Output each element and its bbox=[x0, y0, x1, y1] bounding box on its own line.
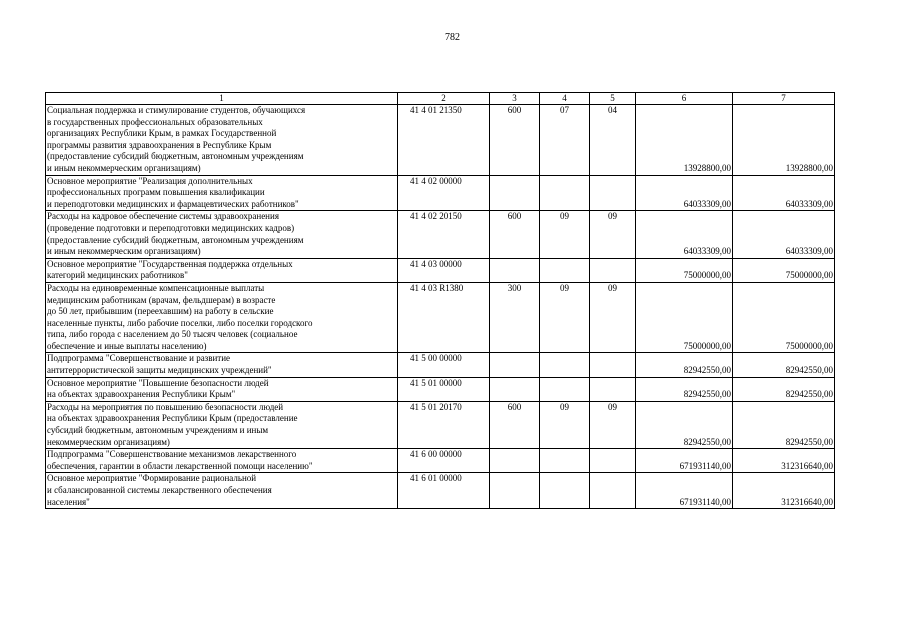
budget-code-cell: 41 4 01 21350 bbox=[398, 105, 490, 176]
item-name-cell bbox=[46, 105, 398, 176]
subsection-cell bbox=[590, 175, 636, 211]
item-name-line: до 50 лет, прибывшим (переехавшим) на работу в сельские bbox=[47, 306, 274, 317]
item-name-line: на объектах здравоохранения Республики Крым" bbox=[47, 389, 236, 400]
amount-col6-cell: 13928800,00 bbox=[636, 105, 733, 176]
amount-col7-cell: 75000000,00 bbox=[733, 282, 835, 353]
budget-table bbox=[45, 92, 835, 509]
table-row bbox=[46, 258, 835, 282]
table-row bbox=[46, 211, 835, 258]
amount-col6-cell: 64033309,00 bbox=[636, 211, 733, 258]
table-row bbox=[46, 449, 835, 473]
item-name-cell bbox=[46, 175, 398, 211]
item-name-cell bbox=[46, 282, 398, 353]
amount-col7-cell: 64033309,00 bbox=[733, 211, 835, 258]
amount-col7-cell: 312316640,00 bbox=[733, 449, 835, 473]
section-cell bbox=[540, 449, 590, 473]
page-number: 782 bbox=[445, 32, 460, 43]
amount-col6-cell: 64033309,00 bbox=[636, 175, 733, 211]
item-name-line: обеспечение и иные выплаты населению) bbox=[47, 340, 207, 351]
table-row bbox=[46, 377, 835, 401]
subsection-cell: 04 bbox=[590, 105, 636, 176]
section-cell: 09 bbox=[540, 211, 590, 258]
item-name-line: Расходы на кадровое обеспечение системы здравоохранения bbox=[47, 211, 279, 222]
item-name-line: профессиональных программ повышения квалификации bbox=[47, 187, 265, 198]
item-name-line: Основное мероприятие "Реализация дополнительных bbox=[47, 175, 253, 186]
amount-col7-cell: 312316640,00 bbox=[733, 473, 835, 509]
section-cell: 09 bbox=[540, 401, 590, 448]
item-name-line: и переподготовки медицинских и фармацевтических работников" bbox=[47, 198, 299, 209]
item-name-line: категорий медицинских работников" bbox=[47, 270, 188, 281]
item-name-line: обеспечения, гарантии в области лекарственной помощи населению" bbox=[47, 460, 313, 471]
section-cell bbox=[540, 377, 590, 401]
budget-code-cell: 41 5 00 00000 bbox=[398, 353, 490, 377]
column-header: 6 bbox=[636, 93, 733, 105]
item-name-line: населения" bbox=[47, 496, 90, 507]
table-row bbox=[46, 175, 835, 211]
column-header: 5 bbox=[590, 93, 636, 105]
amount-col6-cell: 75000000,00 bbox=[636, 258, 733, 282]
amount-col6-cell: 671931140,00 bbox=[636, 473, 733, 509]
table-row bbox=[46, 105, 835, 176]
budget-code-cell: 41 5 01 20170 bbox=[398, 401, 490, 448]
item-name-line: Основное мероприятие "Формирование рациональной bbox=[47, 473, 257, 484]
amount-col7-cell: 82942550,00 bbox=[733, 401, 835, 448]
item-name-line: Расходы на мероприятия по повышению безопасности людей bbox=[47, 401, 284, 412]
table-row bbox=[46, 353, 835, 377]
amount-col6-cell: 82942550,00 bbox=[636, 401, 733, 448]
budget-code-cell: 41 4 02 00000 bbox=[398, 175, 490, 211]
expense-type-cell bbox=[490, 175, 540, 211]
column-header: 1 bbox=[46, 93, 398, 105]
item-name-line: (предоставление субсидий бюджетным, автономным учреждениям bbox=[47, 151, 304, 162]
item-name-line: типа, либо города с населением до 50 тысяч человек (социальное bbox=[47, 329, 298, 340]
item-name-line: Расходы на единовременные компенсационные выплаты bbox=[47, 282, 265, 293]
section-cell bbox=[540, 175, 590, 211]
expense-type-cell bbox=[490, 473, 540, 509]
subsection-cell bbox=[590, 258, 636, 282]
budget-code-cell: 41 5 01 00000 bbox=[398, 377, 490, 401]
item-name-line: программы развития здравоохранения в Республике Крым bbox=[47, 139, 272, 150]
section-cell bbox=[540, 353, 590, 377]
item-name-cell bbox=[46, 258, 398, 282]
table-row bbox=[46, 473, 835, 509]
budget-code-cell: 41 4 03 R1380 bbox=[398, 282, 490, 353]
column-header: 2 bbox=[398, 93, 490, 105]
amount-col6-cell: 82942550,00 bbox=[636, 377, 733, 401]
section-cell: 09 bbox=[540, 282, 590, 353]
subsection-cell bbox=[590, 377, 636, 401]
subsection-cell bbox=[590, 353, 636, 377]
section-cell bbox=[540, 473, 590, 509]
item-name-line: в государственных профессиональных образовательных bbox=[47, 116, 263, 127]
item-name-cell bbox=[46, 473, 398, 509]
subsection-cell bbox=[590, 449, 636, 473]
expense-type-cell: 600 bbox=[490, 401, 540, 448]
table-row bbox=[46, 282, 835, 353]
amount-col6-cell: 82942550,00 bbox=[636, 353, 733, 377]
expense-type-cell: 600 bbox=[490, 105, 540, 176]
expense-type-cell bbox=[490, 449, 540, 473]
item-name-line: антитеррористической защиты медицинских учреждений" bbox=[47, 365, 272, 376]
item-name-cell bbox=[46, 377, 398, 401]
expense-type-cell bbox=[490, 353, 540, 377]
expense-type-cell: 600 bbox=[490, 211, 540, 258]
item-name-line: населенные пункты, либо рабочие поселки, либо поселки городского bbox=[47, 317, 313, 328]
amount-col7-cell: 82942550,00 bbox=[733, 377, 835, 401]
amount-col6-cell: 671931140,00 bbox=[636, 449, 733, 473]
item-name-line: (проведение подготовки и переподготовки медицинских кадров) bbox=[47, 222, 295, 233]
item-name-line: некоммерческим организациям) bbox=[47, 436, 170, 447]
item-name-line: Социальная поддержка и стимулирование студентов, обучающихся bbox=[47, 105, 306, 115]
item-name-cell bbox=[46, 353, 398, 377]
subsection-cell: 09 bbox=[590, 211, 636, 258]
item-name-cell bbox=[46, 401, 398, 448]
item-name-line: на объектах здравоохранения Республики Крым (предоставление bbox=[47, 413, 298, 424]
amount-col7-cell: 82942550,00 bbox=[733, 353, 835, 377]
subsection-cell: 09 bbox=[590, 282, 636, 353]
budget-code-cell: 41 4 03 00000 bbox=[398, 258, 490, 282]
amount-col6-cell: 75000000,00 bbox=[636, 282, 733, 353]
item-name-line: и иным некоммерческим организациям) bbox=[47, 162, 201, 173]
item-name-line: Подпрограмма "Совершенствование и развитие bbox=[47, 353, 231, 364]
subsection-cell bbox=[590, 473, 636, 509]
budget-code-cell: 41 6 01 00000 bbox=[398, 473, 490, 509]
item-name-line: и сбалансированной системы лекарственного обеспечения bbox=[47, 485, 272, 495]
item-name-line: Основное мероприятие "Государственная поддержка отдельных bbox=[47, 258, 293, 269]
column-header: 4 bbox=[540, 93, 590, 105]
table-header-row bbox=[46, 93, 835, 105]
item-name-line: организациях Республики Крым, в рамках Государственной bbox=[47, 128, 277, 139]
section-cell bbox=[540, 258, 590, 282]
amount-col7-cell: 75000000,00 bbox=[733, 258, 835, 282]
column-header: 7 bbox=[733, 93, 835, 105]
table-row bbox=[46, 401, 835, 448]
item-name-line: (предоставление субсидий бюджетным, автономным учреждениям bbox=[47, 234, 304, 245]
expense-type-cell bbox=[490, 377, 540, 401]
expense-type-cell bbox=[490, 258, 540, 282]
item-name-line: Подпрограмма "Совершенствование механизмов лекарственного bbox=[47, 449, 297, 460]
amount-col7-cell: 13928800,00 bbox=[733, 105, 835, 176]
expense-type-cell: 300 bbox=[490, 282, 540, 353]
item-name-cell bbox=[46, 449, 398, 473]
budget-code-cell: 41 4 02 20150 bbox=[398, 211, 490, 258]
item-name-cell bbox=[46, 211, 398, 258]
budget-code-cell: 41 6 00 00000 bbox=[398, 449, 490, 473]
item-name-line: и иным некоммерческим организациям) bbox=[47, 246, 201, 257]
amount-col7-cell: 64033309,00 bbox=[733, 175, 835, 211]
column-header: 3 bbox=[490, 93, 540, 105]
item-name-line: медицинским работникам (врачам, фельдшерам) в возрасте bbox=[47, 294, 276, 305]
subsection-cell: 09 bbox=[590, 401, 636, 448]
section-cell: 07 bbox=[540, 105, 590, 176]
item-name-line: Основное мероприятие "Повышение безопасности людей bbox=[47, 377, 269, 388]
item-name-line: субсидий бюджетным, автономным учреждениям и иным bbox=[47, 425, 269, 436]
